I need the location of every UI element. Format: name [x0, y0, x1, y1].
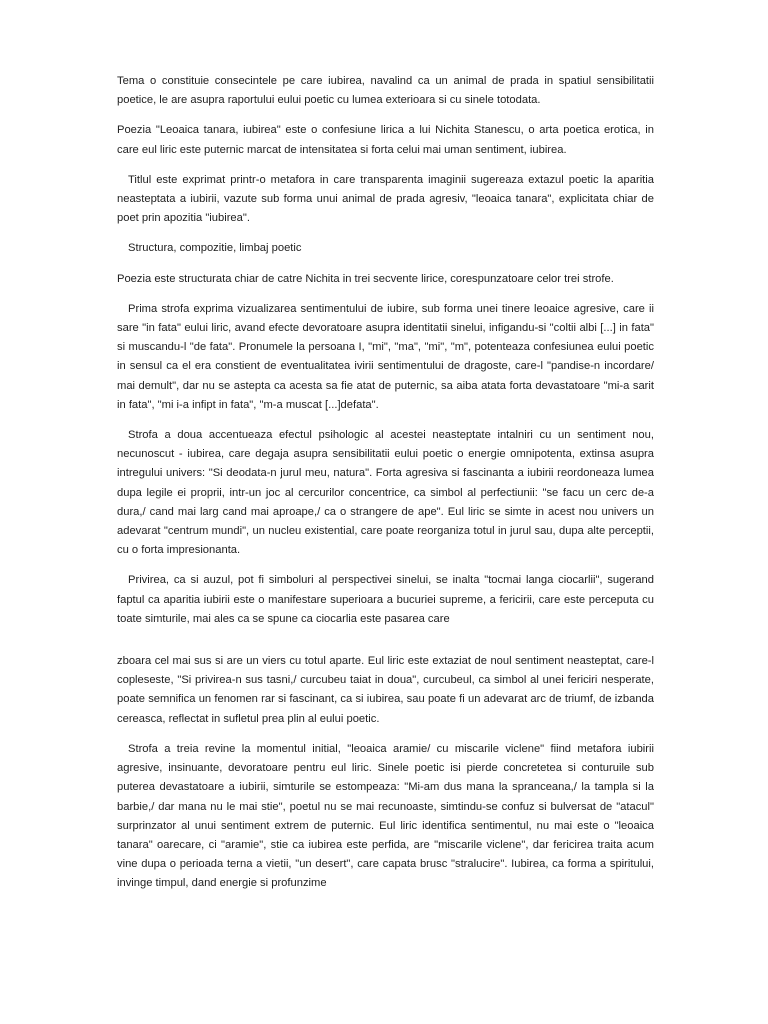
paragraph-continuation: zboara cel mai sus si are un viers cu totul aparte. Eul liric este extaziat de noul sentiment neasteptat, care-l copleseste, "Si privirea-n sus tasni,/ curcubeu taiat in doua", curcubeul, ca simbol al unei fericiri nesperate, poate semnifica un fenomen rar si fascinant, ca si iubirea, sau poate fi un adevarat arc de triumf, de izbanda cereasca, reflectat in sufletul prea plin al eului poetic. — [117, 655, 654, 725]
document-page — [117, 72, 654, 905]
paragraph-third-stanza: Strofa a treia revine la momentul initial, "leoaica aramie/ cu miscarile viclene" fiind metafora iubirii agresive, insinuante, devoratoare pentru eul liric. Sinele poetic isi pierde concretetea si conturuile sub puterea devastatoare a iubirii, simturile se estompeaza: "Mi-am dus mana la spranceana,/ la tampla si la barbie,/ dar mana nu le mai stie", poetul nu se mai recunoaste, simtindu-se confuz si bulversat de "atacul" surprinzator al unui sentiment extrem de puternic. Eul liric identifica sentimentul, nu mai este o "leoaica tanara" oarecare, ci "aramie", stie ca iubirea este perfida, are "miscarile viclene", dar fericirea traita acum vine dupa o perioada terna a vietii, "un desert", care capata brusc "stralucire". Iubirea, ca forma a spiritului, invinge timpul, dand energie si profunzime — [117, 742, 654, 890]
paragraph-confession: Poezia "Leoaica tanara, iubirea" este o confesiune lirica a lui Nichita Stanescu, o arta poetica erotica, in care eul liric este puternic marcat de intensitatea si forta celui mai uman sentiment, iubirea. — [117, 124, 654, 156]
paragraph-second-stanza: Strofa a doua accentueaza efectul psihologic al acestei neasteptate intalniri cu un sentiment nou, necunoscut - iubirea, care degaja asupra sensibilitatii eului poetic o energie omnipotenta, extinsa asupra intregului univers: "Si deodata-n jurul meu, natura". Forta agresiva si fascinanta a iubirii reordoneaza lumea dupa legile ei proprii, intr-un joc al cercurilor concentrice, ca simbol al perfectiunii: "se facu un cerc de-a dura,/ cand mai larg cand mai aproape,/ ca o strangere de ape". Eul liric se simte in acest nou univers un adevarat "centrum mundi", un nucleu existential, care poate reorganiza totul in jurul sau, dupa alte perceptii, cu o forta impresionanta. — [117, 429, 654, 557]
paragraph-title-metaphor: Titlul este exprimat printr-o metafora in care transparenta imaginii sugereaza extazul poetic la aparitia neasteptata a iubirii, vazute sub forma unui animal de prada agresiv, "leoaica tanara", explicitata chiar de poet prin apozitia "iubirea". — [117, 173, 654, 225]
paragraph-structure: Poezia este structurata chiar de catre Nichita in trei secvente lirice, corespunzatoare celor trei strofe. — [117, 272, 614, 285]
page-break-gap — [117, 640, 654, 652]
paragraph-theme: Tema o constituie consecintele pe care iubirea, navalind ca un animal de prada in spatiul sensibilitatii poetice, le are asupra raportului eului poetic cu lumea exterioara si cu sinele totodata. — [117, 75, 654, 107]
paragraph-gaze: Privirea, ca si auzul, pot fi simboluri al perspectivei sinelui, se inalta "tocmai langa ciocarlii", sugerand faptul ca aparitia iubirii este o manifestare superioara a bucuriei supreme, a fericirii, care este perceputa cu toate simturile, mai ales ca se spune ca ciocarlia este pasarea care — [117, 574, 654, 625]
section-heading: Structura, compozitie, limbaj poetic — [128, 242, 302, 255]
paragraph-first-stanza: Prima strofa exprima vizualizarea sentimentului de iubire, sub forma unei tinere leoaice agresive, care ii sare "in fata" eului liric, avand efecte devoratoare asupra identitatii sinelui, infigandu-si "coltii albi [...] in fata" si muscandu-l "de fata". Pronumele la persoana I, "mi", "ma", "mi", "m", potenteaza confesiunea eului poetic in sensul ca el era constient de eventualitatea ivirii sentimentului de dragoste, care-l "pandise-n incordare/ mai demult", dar nu se astepta ca acesta sa fie atat de puternic, sa aiba atata forta devastatoare "mi-a sarit in fata", "mi i-a infipt in fata", "m-a muscat [...]defata". — [117, 302, 654, 411]
